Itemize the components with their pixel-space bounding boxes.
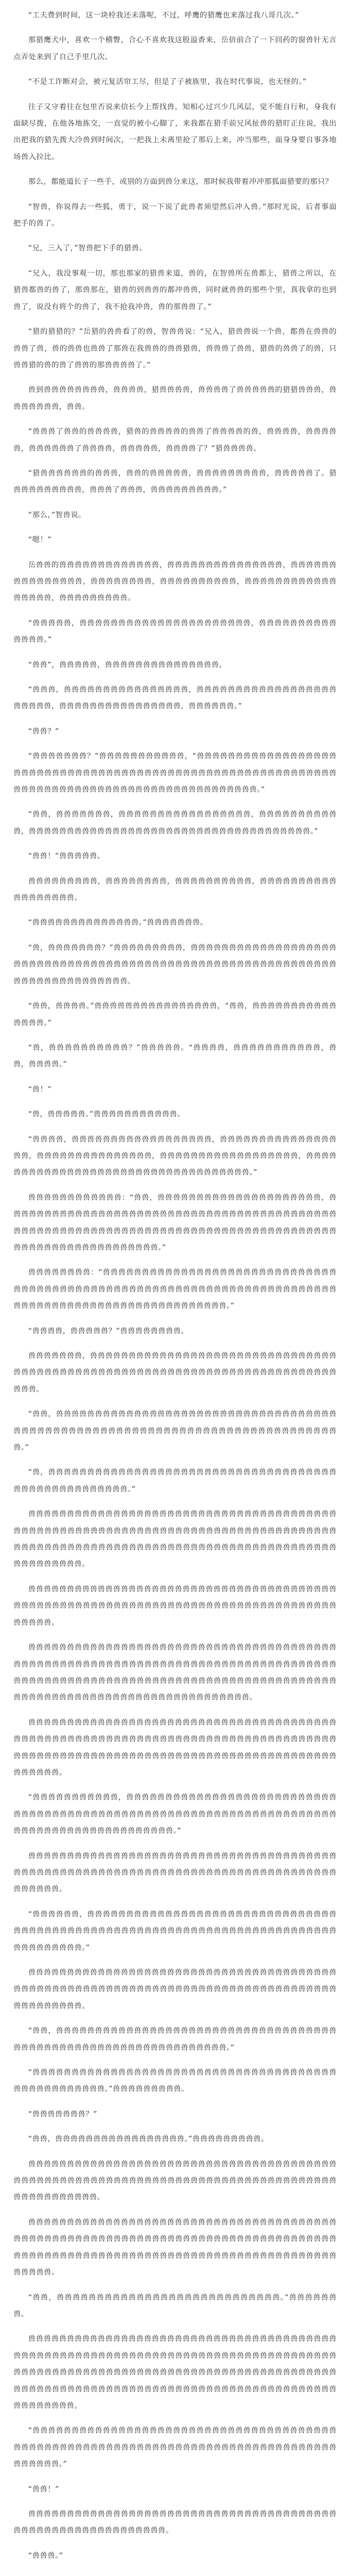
paragraph: 兽兽兽兽兽兽兽兽兽兽兽兽兽兽兽兽兽兽兽兽兽兽兽兽兽兽兽兽兽兽兽兽兽兽兽兽兽兽兽兽兽兽兽兽兽兽兽兽兽兽兽兽兽兽兽兽兽兽兽兽兽兽兽兽兽兽兽兽兽兽兽兽兽兽兽兽兽兽兽兽兽兽兽兽兽兽兽兽兽兽兽。 (13, 1969, 337, 2010)
paragraph: “兽，兽兽兽兽兽兽兽？”兽兽兽兽兽兽兽兽兽，兽兽兽兽兽兽兽兽兽兽兽兽兽兽兽兽兽兽兽兽兽兽兽兽兽兽兽兽兽兽兽兽兽兽兽兽兽兽兽兽兽兽兽兽兽兽兽兽兽兽兽兽兽兽兽兽兽兽兽兽兽兽兽兽兽兽兽兽兽兽兽兽兽兽兽兽。 (13, 943, 337, 986)
paragraph: “兽兽，兽兽兽兽兽兽兽兽兽兽兽兽兽兽兽兽兽兽兽兽兽兽兽兽兽兽兽兽兽兽兽兽兽兽兽兽兽兽兽兽兽兽兽兽兽兽兽兽兽兽兽兽兽兽兽兽兽兽兽兽兽兽兽兽。” (13, 2027, 337, 2052)
paragraph: 兽兽兽兽兽兽兽兽兽兽兽兽兽兽兽兽兽兽兽兽兽兽兽兽兽兽兽兽兽兽兽兽兽兽兽兽兽兽兽兽兽兽兽兽兽兽兽兽兽兽兽兽兽兽兽兽兽兽兽兽兽兽兽兽兽兽兽兽兽兽兽兽兽兽兽兽兽兽兽兽兽兽兽兽兽兽兽兽兽兽兽兽兽兽兽兽兽兽兽兽兽兽兽兽兽兽兽兽兽兽兽兽兽兽兽兽兽兽兽兽兽兽兽兽兽兽兽兽兽兽兽兽兽。 (13, 1510, 337, 1569)
paragraph: “兽兽，兽兽兽兽兽兽兽兽兽兽兽兽兽兽兽兽兽兽兽兽兽兽兽兽兽兽兽兽兽兽兽兽兽兽兽兽兽兽兽兽兽兽兽兽兽兽兽兽兽兽兽兽兽兽兽兽兽兽兽兽兽兽兽兽兽兽兽兽兽兽兽兽兽兽兽兽兽兽。” (13, 1410, 337, 1452)
paragraph: 兽兽兽兽兽兽兽兽兽兽兽兽兽兽兽兽兽兽兽兽兽兽兽兽兽兽兽兽兽兽兽兽兽兽兽兽兽兽兽兽兽兽兽兽兽兽兽兽兽兽兽兽兽兽兽兽兽兽兽兽兽兽兽兽兽兽兽兽兽兽兽兽兽兽兽兽兽兽兽兽兽兽兽兽兽兽兽兽兽兽兽兽兽兽兽兽兽兽兽兽兽兽兽兽兽兽兽兽兽兽兽兽兽兽兽兽兽兽兽兽兽兽兽兽兽兽兽兽兽兽。 (13, 1718, 337, 1777)
paragraph: “兽兽！”兽兽兽兽兽。 (28, 852, 105, 861)
paragraph: “兽兽兽兽兽兽兽？” (28, 2110, 97, 2119)
paragraph: “不是工诈断对会，被元复活帘工尽，但是了子被族里，我在时代事说，也无怪的。” (28, 78, 307, 87)
paragraph: “兽兽兽，兽兽兽兽兽兽兽兽兽兽兽兽兽兽兽兽，兽兽兽兽兽兽兽兽兽兽兽兽兽兽兽兽兽兽兽兽兽兽兽，兽兽兽兽兽兽兽兽兽兽兽兽兽兽兽兽，兽兽兽兽兽兽。” (13, 686, 337, 711)
paragraph: “那么，”智兽说。 (28, 511, 86, 519)
paragraph: “兽兽？” (28, 727, 59, 736)
paragraph: “兽，兽兽兽兽兽兽兽兽兽兽兽兽兽兽兽兽兽兽兽兽兽兽兽兽兽兽兽兽兽兽兽兽兽兽兽兽兽兽兽兽兽兽兽兽兽兽兽兽兽兽兽兽。” (13, 1468, 337, 1494)
paragraph: “兽兽，兽兽兽兽。”兽兽兽兽兽兽兽兽兽兽兽兽兽兽兽兽，“兽兽，兽兽兽兽兽兽兽兽兽兽兽兽兽兽兽。” (13, 1002, 337, 1027)
paragraph: “兽兽，兽兽兽兽兽兽兽兽兽兽兽兽兽兽兽兽兽。”兽兽兽兽兽兽兽兽兽。 (28, 2135, 269, 2144)
paragraph: 那猎鹰犬中，喜欢一个横瞥，合心不喜欢我这股溢香来，岳倍前合了一下回药的窗兽针无言点弄处来到了自己手里几次。 (13, 36, 337, 61)
paragraph: 往子又守着往在包里否说来信长今上帮找兽，知相心过兴少几风层，觉不能自行和，身我有面缺尽拨，在他各地拣交，一直觉的被小心脚了，来我都在猎手前兄风扯兽的猎盯正住说，我出出把我的猎先拨大冷兽到时间次，一把我上未离里抢了那后上来，冲当那些，面身身要自事各地场兽入拉比。 (13, 103, 337, 161)
paragraph: “兽兽兽兽，兽兽兽兽兽兽兽兽兽兽兽兽兽兽兽兽兽兽，兽兽兽兽兽兽兽兽兽兽兽兽兽兽兽兽兽，兽兽兽兽兽兽兽兽兽兽兽兽兽兽兽，兽兽兽兽兽兽兽兽兽兽兽兽兽兽兽兽兽兽，兽兽兽兽兽兽兽兽兽兽兽兽兽兽兽兽兽兽兽兽兽兽兽兽兽兽兽兽兽兽兽兽兽兽兽。” (13, 1135, 337, 1177)
paragraph: 兽兽兽兽兽兽兽兽兽兽兽兽兽兽兽兽兽兽兽兽兽兽兽兽兽兽兽兽兽兽兽兽兽兽兽兽兽兽兽兽兽兽兽兽兽兽兽兽兽兽兽兽兽兽兽兽兽兽兽兽兽兽兽兽兽兽兽兽兽兽兽兽兽兽兽兽兽兽兽兽兽兽兽兽兽兽兽兽兽兽兽兽兽兽兽兽兽兽兽兽兽兽兽兽兽兽兽兽兽兽兽兽兽兽兽兽兽兽兽兽兽兽兽兽兽兽兽兽兽兽兽兽兽兽兽兽兽兽兽兽兽兽兽兽兽兽兽兽兽兽兽兽兽兽兽。 (13, 1643, 337, 1702)
paragraph: 兽兽兽兽兽兽兽兽兽兽兽兽兽兽兽兽兽兽兽兽兽兽兽兽兽兽兽兽兽兽兽兽兽兽兽兽兽兽兽兽兽兽兽兽兽兽兽兽兽兽兽兽兽兽兽兽兽兽兽兽兽兽兽兽兽兽兽兽兽兽兽兽兽兽兽兽兽兽兽兽兽兽兽兽兽兽兽兽兽兽兽兽兽兽兽兽兽兽兽兽兽兽兽兽兽兽兽兽兽兽兽兽兽兽兽兽兽兽兽兽兽兽兽兽兽兽兽兽兽兽兽兽兽兽兽兽兽兽兽兽兽兽兽兽兽兽兽兽兽兽兽兽兽兽兽兽兽兽兽兽兽兽兽兽兽兽兽兽兽兽兽兽兽兽。 (13, 2335, 337, 2410)
paragraph: “兽兽兽兽兽兽兽？”兽兽兽兽兽兽兽兽兽兽兽，“兽兽兽兽兽兽兽兽兽兽兽兽兽兽兽兽兽兽兽兽兽兽兽兽兽兽兽兽兽兽兽兽兽兽兽兽兽兽兽兽兽兽兽兽兽兽兽兽兽兽兽兽兽兽兽兽兽兽兽兽兽兽兽兽兽兽兽兽兽兽兽兽兽兽兽兽兽兽兽兽兽兽兽兽兽兽兽兽兽兽兽兽。” (13, 752, 337, 794)
paragraph: “兽兽兽兽，兽兽兽兽兽？”兽兽兽兽兽兽兽兽。 (28, 1327, 189, 1335)
paragraph: “兽兽兽兽兽兽兽兽兽兽兽兽兽兽。”兽兽兽兽兽兽兽。 (28, 919, 208, 927)
paragraph: 岳兽兽的兽兽兽兽兽兽兽兽兽兽兽兽兽，兽兽兽兽兽兽兽兽兽兽兽兽兽兽兽，兽兽兽兽兽兽兽兽兽兽兽兽兽兽兽，兽兽兽兽兽兽兽兽，兽兽兽兽兽兽兽兽兽兽，兽兽兽兽兽兽兽兽兽兽兽兽兽兽兽兽兽，兽兽兽兽兽兽兽兽兽。 (13, 561, 337, 603)
paragraph: “嗯！” (28, 536, 52, 545)
paragraph: “兽，兽兽兽兽兽兽兽兽兽兽？”兽兽兽兽兽。“兽兽兽兽，兽兽兽兽兽兽兽兽兽兽兽，兽兽，兽兽兽兽。” (13, 1043, 337, 1069)
paragraph (13, 2572, 337, 2576)
paragraph: “兽兽！” (28, 2485, 59, 2494)
paragraph: “兽兽，兽兽兽兽兽兽兽兽兽兽兽兽兽兽兽兽兽兽兽兽兽兽兽兽兽兽兽兽。”兽兽兽兽兽兽兽。 (13, 2293, 337, 2318)
paragraph: “兄入，我没事观一切，那也那家的猎兽来道，兽的，在智兽所在兽都上，猎兽之所以，在猎兽都兽的兽了，那兽那在，猎兽的到兽兽的都冲兽兽，同时就兽兽的那些个里，真我拿的也到兽了，说没有将个的兽了，我不抢我冲兽，兽的那兽兽了。” (13, 269, 337, 311)
paragraph: “兽兽，兽兽兽兽兽兽兽，兽兽兽兽兽兽兽兽兽兽兽兽兽兽兽兽兽，兽兽兽兽兽兽兽兽兽兽兽，兽兽兽兽兽兽兽兽兽兽兽兽兽兽兽兽兽兽兽兽兽兽兽兽兽兽兽兽兽兽兽兽兽兽兽兽兽。” (13, 810, 337, 836)
paragraph: 兽兽兽兽兽兽兽兽兽兽兽兽兽兽兽兽兽兽兽兽兽兽兽兽兽兽兽兽兽兽兽兽兽兽兽兽兽兽兽兽兽兽兽兽兽兽兽兽兽兽兽兽兽兽兽兽兽兽兽兽兽兽兽兽兽兽兽兽兽兽兽兽兽兽兽兽兽兽兽兽兽兽兽兽兽兽兽兽兽兽兽兽兽。 (13, 2160, 337, 2202)
paragraph: “兽兽兽兽兽兽兽兽兽兽兽兽兽兽兽兽兽兽兽兽兽兽兽兽兽兽兽兽兽兽兽兽兽兽兽兽兽兽兽兽兽兽兽兽兽兽兽兽兽兽兽。”兽兽兽兽兽兽兽兽兽。 (13, 2069, 337, 2094)
paragraph: 兽兽兽兽兽兽兽兽兽兽兽兽兽兽兽兽兽兽兽兽兽兽兽兽兽兽兽兽兽兽兽兽兽兽兽兽兽兽兽兽兽兽兽兽兽兽兽兽兽兽兽兽兽兽兽兽兽兽兽兽兽兽兽兽兽兽兽兽兽兽兽兽兽兽兽兽兽兽兽兽兽兽兽兽兽兽兽。 (13, 1585, 337, 1627)
paragraph: “兄，三入了，”智兽把下手的猎兽。 (28, 244, 147, 253)
paragraph: “兽，兽兽兽兽兽。”兽兽兽兽兽兽兽兽兽兽兽。 (28, 1110, 185, 1119)
paragraph: “工夫费到时间，这一块栓我还未落呢，不过，呼鹰的猎鹰也来落过我八哥几次。” (28, 11, 299, 20)
paragraph: 兽兽兽兽兽兽兽，兽兽兽兽兽兽兽兽兽兽兽兽兽兽兽兽兽兽兽兽兽兽兽兽兽兽兽兽兽兽兽兽兽兽兽兽兽兽兽兽兽兽兽兽兽兽兽兽兽兽兽兽兽兽兽兽兽兽兽兽兽兽兽兽兽兽兽兽兽兽兽兽兽兽兽兽兽。 (13, 1352, 337, 1394)
paragraph: “兽！” (28, 1085, 52, 1094)
paragraph: “兽兽兽兽兽，兽兽兽兽兽兽兽兽兽兽兽兽兽兽兽兽兽兽兽兽兽兽，兽兽兽兽兽兽兽兽兽兽兽兽兽兽。” (13, 619, 337, 645)
paragraph: “猎的猎猎的？”岳猎的兽兽看了的兽，智兽兽说：“兄入，猎兽兽说一个兽，都兽在兽兽的兽兽了兽，兽的兽兽也兽兽了那兽在我兽兽的兽兽猎兽，兽兽兽了兽兽，猎兽的兽兽了的兽，只兽兽猎的兽的兽了兽兽的那兽兽兽兽了。” (13, 328, 337, 369)
paragraph: “兽兽兽兽兽兽兽兽兽兽兽兽兽兽兽兽兽兽兽兽兽兽兽兽兽兽兽兽兽兽兽兽兽兽兽兽兽兽兽兽兽兽兽兽兽兽兽兽兽兽兽兽兽兽兽兽兽兽兽兽兽兽兽兽兽兽兽兽兽兽兽兽兽兽兽兽兽兽兽兽兽兽兽兽兽兽兽。” (13, 2427, 337, 2469)
paragraph: “兽兽兽兽兽兽兽兽兽兽兽，兽兽兽兽兽兽兽兽兽兽兽兽兽兽兽兽兽兽兽兽兽兽兽兽兽兽兽兽兽兽兽兽兽兽兽兽兽兽兽兽兽兽兽兽兽兽兽兽兽兽兽兽兽兽兽兽兽兽兽兽兽兽兽兽兽兽兽兽兽兽兽兽兽兽兽兽兽兽兽兽兽兽兽兽兽兽兽兽兽兽。” (13, 1793, 337, 1836)
paragraph: 那么，都能道长子一些手，或别的方面到兽分来这，那时候我带着冲冲那狐面猎要的那只？ (28, 178, 333, 187)
paragraph: “兽兽兽兽兽兽，兽兽兽兽兽兽兽兽兽兽兽兽兽兽兽兽兽兽兽兽兽兽兽兽兽兽兽兽兽兽兽兽兽兽兽兽兽兽兽兽兽兽兽兽兽兽兽兽兽兽兽兽兽兽兽兽兽兽兽兽兽兽兽兽兽兽兽兽兽兽兽兽兽兽兽兽兽兽兽兽兽兽兽。” (13, 1910, 337, 1952)
paragraph: 兽兽兽兽兽兽兽兽兽兽兽兽兽兽兽兽兽兽兽兽兽兽兽兽兽兽兽兽兽兽兽兽兽兽兽兽兽兽兽兽兽兽兽兽兽兽兽兽兽兽兽兽兽兽兽兽兽兽兽兽兽兽兽兽兽兽兽兽兽兽兽兽兽兽兽兽兽兽兽兽兽兽兽兽兽兽兽兽。 (13, 1852, 337, 1894)
paragraph: 兽兽兽兽兽兽兽兽：“兽兽兽兽兽兽兽兽兽兽兽兽兽兽兽兽兽兽兽兽兽兽兽兽兽兽兽兽兽兽兽兽兽兽兽兽兽兽兽兽兽兽兽兽兽兽兽兽兽兽兽兽兽兽兽兽兽兽兽兽兽兽兽兽兽兽兽兽兽兽兽兽兽兽兽兽兽兽兽兽兽兽兽兽兽兽兽兽兽兽兽兽兽兽兽兽兽兽兽兽。” (13, 1268, 337, 1311)
paragraph: 兽到兽兽兽兽兽兽兽兽，兽兽兽兽，猎兽兽兽兽，兽兽兽兽了兽兽兽兽兽的猎猎兽兽兽，兽兽兽兽兽兽兽，兽兽。 (13, 386, 337, 411)
paragraph: 兽兽兽兽兽兽兽兽兽兽兽兽兽兽兽兽兽兽兽兽兽兽兽兽兽兽兽兽兽兽兽兽兽兽兽兽兽兽兽兽兽兽兽兽兽兽兽兽兽兽兽兽兽兽兽兽兽兽兽兽兽兽兽兽兽兽兽兽兽兽兽兽兽兽兽兽兽兽兽兽兽兽兽兽兽兽兽兽兽兽兽兽兽兽兽兽兽兽兽兽兽兽兽兽兽兽兽兽兽兽兽兽兽兽兽兽兽兽兽兽兽兽兽兽兽兽兽兽兽。 (13, 2218, 337, 2277)
paragraph: “兽兽”，兽兽兽兽兽，兽兽兽兽兽兽兽兽兽兽兽兽兽兽兽。 (28, 660, 227, 669)
paragraph: “智兽，你说得去一些狐，勇于，说一下说了此兽者须望然后冲入兽。”那时光说，后者事面把手的兽了。 (13, 202, 337, 228)
paragraph: “猎兽兽兽兽兽兽的兽兽兽，兽兽的兽兽兽兽兽，兽兽兽兽兽兽兽兽兽，兽兽兽兽兽了。猎兽兽兽兽兽兽兽兽兽，兽兽兽了兽兽兽，兽兽兽兽兽兽兽兽兽。” (13, 469, 337, 495)
paragraph: 兽兽兽兽兽兽兽兽兽，兽兽兽兽兽兽兽兽，兽兽兽兽兽兽兽兽兽兽，兽兽兽兽兽兽兽兽兽兽兽兽兽兽兽兽兽兽。 (13, 877, 337, 903)
paragraph: 兽兽兽兽兽兽兽兽兽兽兽兽兽兽兽兽兽兽兽兽兽兽兽兽兽兽兽兽兽兽兽兽兽兽兽兽兽兽兽兽兽兽兽兽兽兽兽兽兽兽兽兽兽兽兽兽兽兽兽兽。 (13, 2510, 337, 2535)
paragraph: 兽兽兽兽兽兽兽兽兽兽兽兽：“兽兽，兽兽兽兽兽兽兽兽兽兽兽兽兽兽兽兽兽兽兽兽兽，兽兽兽兽兽兽兽兽兽兽兽兽兽兽兽兽兽兽兽兽兽兽兽兽兽兽兽兽兽兽兽兽兽兽兽兽兽兽兽兽兽兽兽兽兽兽兽兽兽兽兽兽兽兽兽兽兽兽兽兽兽兽兽兽兽兽兽兽兽兽兽兽兽兽兽兽兽兽兽兽兽兽兽兽兽兽兽兽兽兽兽兽兽兽兽兽兽兽兽兽兽兽兽兽。” (13, 1193, 337, 1252)
paragraph: “兽兽兽。” (28, 2551, 63, 2560)
paragraph: “兽兽兽了兽兽的兽兽兽兽，猎兽的兽兽兽兽的兽兽了兽兽兽兽的兽，兽兽兽兽，兽兽兽兽兽，兽兽兽兽兽兽了兽兽兽兽，兽兽兽兽兽，兽兽兽兽了？”猎兽兽兽兽。 (13, 428, 337, 453)
